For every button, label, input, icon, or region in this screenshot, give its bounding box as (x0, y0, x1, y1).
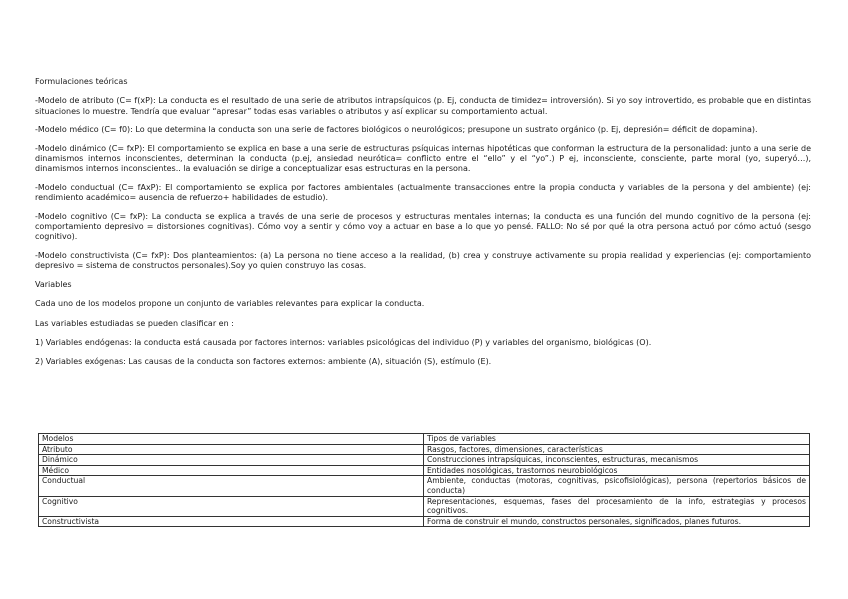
model-atributo-paragraph: -Modelo de atributo (C= f(xP): La conducta es el resultado de una serie de atributos intrapsíquicos (p. Ej, conducta de timidez= introversión). Si yo soy introvertido, es probable que en distintas situaciones lo muestre. Tendría que evaluar “apresar” todas esas variables o atributos y así explicar su comportamiento actual. (35, 96, 811, 116)
table-row (39, 516, 810, 527)
model-conductual-paragraph: -Modelo conductual (C= fAxP): El comportamiento se explica por factores ambientales (actualmente transacciones entre la propia conducta y variables de la persona y del ambiente) (ej: rendimiento académico= ausencia de refuerzo+ habilidades de estudio). (35, 182, 811, 203)
variables-classification: Las variables estudiadas se pueden clasificar en : (35, 318, 234, 328)
table-cell-model: Constructivista (39, 516, 424, 527)
table-cell-model: Conductual (39, 476, 424, 496)
table-cell-variables: Entidades nosológicas, trastornos neurobiológicos (424, 465, 810, 476)
model-dinamico-paragraph: -Modelo dinámico (C= fxP): El comportamiento se explica en base a una serie de estructuras psíquicas internas hipotéticas que conforman la estructura de la personalidad: junto a una serie de dinamismos internos inconscientes, determinan la conducta (p.ej, ansiedad neurótica= conflicto entre el “ello” y el “yo”.) P ej, inconsciente, consciente, parte moral (yo, superyó…), dinamismos internos inconscientes.. la evaluación se dirige a conceptualizar esas estructuras en la persona. (35, 143, 811, 174)
table-cell-model: Atributo (39, 444, 424, 455)
table-row (39, 444, 810, 455)
table-cell-variables: Representaciones, esquemas, fases del procesamiento de la info, estrategias y procesos cognitivos. (424, 496, 810, 516)
model-cognitivo-paragraph: -Modelo cognitivo (C= fxP): La conducta se explica a través de una serie de procesos y estructuras mentales internas; la conducta es una función del mundo cognitivo de la persona (ej: comportamiento depresivo = distorsiones cognitivas). Cómo voy a sentir y cómo voy a actuar en base a lo que yo pensé. FALLO: No sé por qué la otra persona actuó por cómo actuó (sesgo cognitivo). (35, 211, 811, 242)
variables-exogenas: 2) Variables exógenas: Las causas de la conducta son factores externos: ambiente (A), situación (S), estímulo (E). (35, 357, 492, 367)
table-cell-model: Médico (39, 465, 424, 476)
table-cell-variables: Rasgos, factores, dimensiones, características (424, 444, 810, 455)
variables-heading: Variables (35, 279, 72, 289)
variables-endogenas: 1) Variables endógenas: la conducta está causada por factores internos: variables psicológicas del individuo (P) y variables del organismo, biológicas (O). (35, 337, 652, 347)
table-header-row (39, 434, 810, 445)
table-cell-model: Cognitivo (39, 496, 424, 516)
section-title: Formulaciones teóricas (35, 77, 128, 86)
table-header-cell: Modelos (39, 434, 424, 445)
table-row (39, 476, 810, 496)
model-medico-paragraph: -Modelo médico (C= f0): Lo que determina la conducta son una serie de factores biológicos o neurológicos; presupone un sustrato orgánico (p. Ej, depresión= déficit de dopamina). (35, 125, 758, 135)
table-cell-variables: Ambiente, conductas (motoras, cognitivas, psicofisiológicas), persona (repertorios básicos de conducta) (424, 476, 810, 496)
variables-table (38, 433, 810, 527)
table-row (39, 496, 810, 516)
table-row (39, 455, 810, 466)
model-constructivista-paragraph: -Modelo constructivista (C= fxP): Dos planteamientos: (a) La persona no tiene acceso a la realidad, (b) crea y construye activamente su propia realidad y experiencias (ej: comportamiento depresivo = sistema de constructos personales).Soy yo quien construyo las cosas. (35, 250, 811, 271)
table-row (39, 465, 810, 476)
table-cell-model: Dinámico (39, 455, 424, 466)
table-cell-variables: Forma de construir el mundo, constructos personales, significados, planes futuros. (424, 516, 810, 527)
table-header-cell: Tipos de variables (424, 434, 810, 445)
table-cell-variables: Construcciones intrapsíquicas, inconscientes, estructuras, mecanismos (424, 455, 810, 466)
document-body (35, 77, 811, 377)
variables-intro: Cada uno de los modelos propone un conjunto de variables relevantes para explicar la conducta. (35, 299, 425, 309)
